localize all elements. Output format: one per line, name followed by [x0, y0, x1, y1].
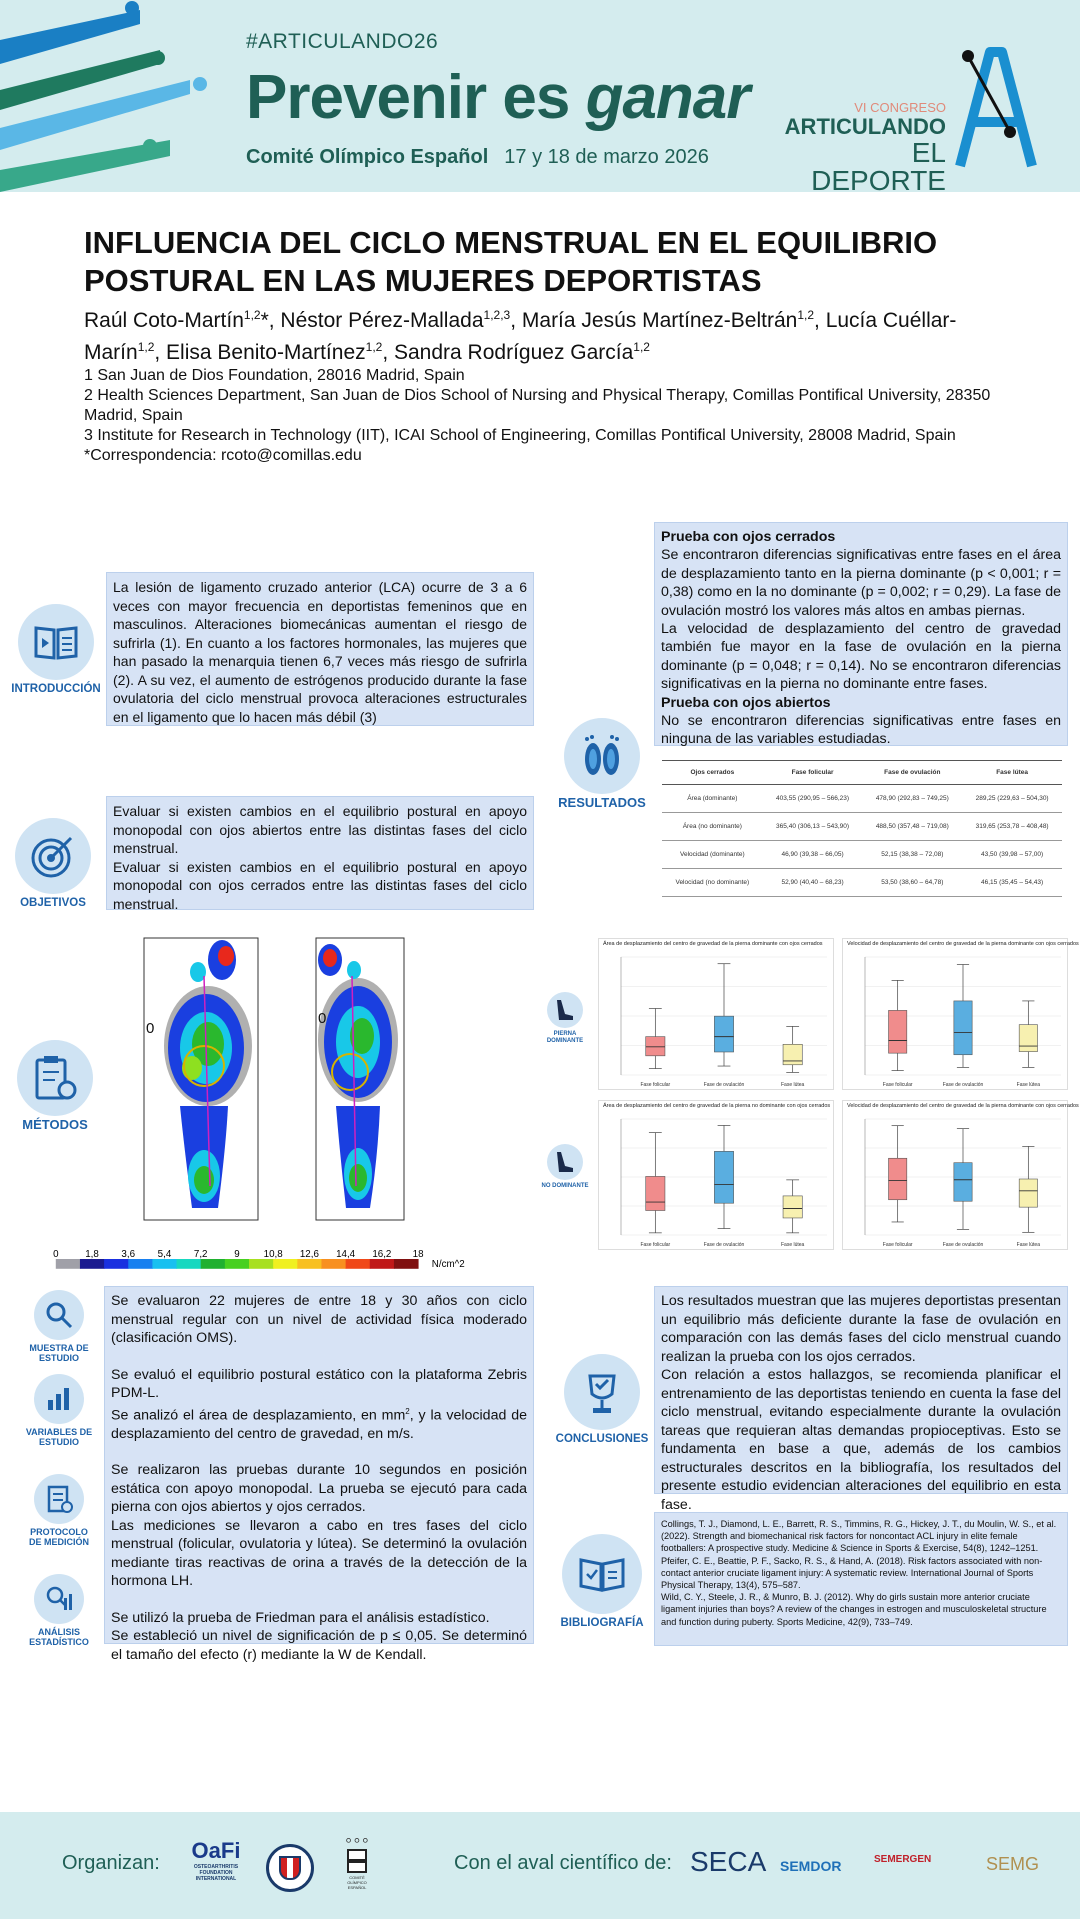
boxplot-box: [954, 1163, 972, 1202]
trophy-icon: [564, 1354, 640, 1430]
x-tick-label: Fase folicular: [640, 1242, 671, 1248]
author-name: María Jesús Martínez-Beltrán: [521, 309, 798, 332]
author-name: Lucía Cuéllar-Marín: [84, 309, 957, 364]
poster-title: INFLUENCIA DEL CICLO MENSTRUAL EN EL EQUILIBRIO POSTURAL EN LAS MUJERES DEPORTISTAS: [84, 225, 938, 298]
bibliografia-box: Collings, T. J., Diamond, L. E., Barrett, R. S., Timmins, R. G., Hickey, J. T., du Moulin, W. S., et al. (2022). Strength and biomechanical risk factors for noncontact ACL injury in elite female footballers: A prospective study. Medicine & Science in Sports & Exercise, 54(8), 1242–1251. Pfeifer, C. E., Beattie, P. F., Sacko, R. S., & Hand, A. (2018). Risk factors associated with non-contact anterior cruciate ligament injury: A systematic review. International Journal of Sports Physical Therapy, 13(4), 575–587. Wild, C. Y., Steele, J. R., & Munro, B. J. (2012). Why do girls sustain more anterior cruciate ligament injuries than boys? A review of the changes in estrogen and musculoskeletal structure and function during puberty. Sports Medicine, 42(9), 733–749.: [654, 1512, 1068, 1646]
metodos-label: MÉTODOS: [22, 1117, 88, 1132]
coe-logo: ⚪⚪⚪ COMITÉ OLÍMPICO ESPAÑOL: [344, 1836, 370, 1890]
pressure-color-legend: [46, 1244, 516, 1274]
author-name: Raúl Coto-Martín: [84, 309, 244, 332]
affiliations: [84, 366, 1014, 466]
affiliation-line: *Correspondencia: rcoto@comillas.edu: [84, 447, 362, 464]
x-tick-label: Fase lútea: [1016, 1082, 1041, 1088]
athletes-banner-graphic: [0, 0, 230, 192]
color-scale-segment: [201, 1259, 226, 1269]
table-cell: 478,90 (292,83 – 749,25): [862, 785, 962, 813]
author-separator: ,: [814, 309, 826, 332]
leg-icon: [547, 992, 583, 1028]
scale-unit-label: N/cm^2: [431, 1258, 465, 1270]
footprints-icon: [564, 718, 640, 794]
scale-tick-label: 12,6: [299, 1249, 319, 1261]
poster-footer: [0, 1812, 1080, 1919]
color-scale-segment: [321, 1259, 346, 1269]
color-scale-segment: [394, 1259, 419, 1269]
aval-label: Con el aval científico de:: [454, 1852, 672, 1874]
table-cell: 319,65 (253,78 – 408,48): [962, 813, 1062, 841]
atletico-foundation-logo: [266, 1844, 314, 1892]
author-affiliation-sup: 1,2,3: [483, 308, 511, 322]
author-name: Néstor Pérez-Mallada: [280, 309, 484, 332]
color-scale-segment: [128, 1259, 153, 1269]
color-scale-segment: [225, 1259, 250, 1269]
author-name: Elisa Benito-Martínez: [166, 341, 366, 364]
color-scale-segment: [80, 1259, 105, 1269]
author-affiliation-sup: 1,2: [365, 340, 383, 354]
affiliation-line: 3 Institute for Research in Technology (IIT), ICAI School of Engineering, Comillas Pontifical University, 28008 Madrid, Spain: [84, 427, 956, 444]
clipboard-gear-icon: [17, 1040, 93, 1116]
metodos-p3: Se analizó el área de desplazamiento, en $mm^2$, y la velocidad de desplazamiento del centro de gravedad, en m/s.: [111, 1406, 527, 1442]
x-tick-label: Fase lútea: [780, 1082, 805, 1088]
metodos-icon-group: [10, 1040, 100, 1131]
scale-tick-label: 9: [234, 1249, 240, 1261]
boxplot-box: [646, 1037, 665, 1056]
open-book-icon: [562, 1534, 642, 1614]
boxplot-area-dominante: Área de desplazamiento del centro de gravedad de la pierna dominante con ojos cerrados Fase folicular Fase de ovulación Fase lútea: [598, 938, 834, 1090]
variables-label: VARIABLES DE ESTUDIO: [25, 1427, 93, 1447]
boxplot-box: [889, 1158, 907, 1199]
scale-tick-label: 5,4: [157, 1249, 172, 1261]
target-icon: [15, 818, 91, 894]
authors-line: [84, 302, 1014, 366]
boxplot-box: [714, 1016, 733, 1052]
table-row: [662, 841, 1062, 869]
table-cell: Área (no dominante): [662, 813, 763, 841]
semg-logo: SEMG: [986, 1854, 1040, 1874]
x-tick-label: Fase de ovulación: [942, 1242, 984, 1248]
table-cell: 488,50 (357,48 – 719,08): [862, 813, 962, 841]
boxplot-box: [954, 1001, 972, 1055]
table-cell: Velocidad (no dominante): [662, 869, 763, 897]
author-separator: ,: [154, 341, 167, 364]
table-cell: 46,90 (39,38 – 66,05): [763, 841, 863, 869]
x-tick-label: Fase folicular: [882, 1242, 913, 1248]
author-name: Sandra Rodríguez García: [394, 341, 634, 364]
analysis-magnifier-icon: [34, 1574, 84, 1624]
magnifier-chart-icon: [34, 1290, 84, 1340]
color-scale-bar: [46, 1244, 516, 1274]
resultados-label: RESULTADOS: [558, 795, 646, 810]
bibliografia-icon-group: [554, 1534, 650, 1629]
table-cell: 53,50 (38,60 – 64,78): [862, 869, 962, 897]
boxplot-box: [783, 1044, 802, 1064]
author-separator: ,: [382, 341, 394, 364]
metodos-box: Se evaluaron 22 mujeres de entre 18 y 30 años con ciclo menstrual regular con un nivel de actividad física moderado (clasificación OMS). Se evaluó el equilibrio postural estático con la plataforma Zebris PDM-L. Se analizó el área de desplazamiento, en $mm^2$, y la velocidad de desplazamiento del centro de gravedad, en m/s. Se realizaron las pruebas durante 10 segundos en posición estática con apoyo monopodal. La prueba se ejecutó para cada pierna con ojos abiertos y ojos cerrados. Las mediciones se llevaron a cabo en tres fases del ciclo menstrual (folicular, ovulatoria y lútea). Se determinó la ovulación mediante tiras reactivas de orina a través de la detección de la hormona LH. Se utilizó la prueba de Friedman para el análisis estadístico. Se estableció un nivel de significación de p ≤ 0,05. Se determinó el tamaño del efecto (r) mediante la W de Kendall.: [104, 1286, 534, 1644]
pierna-dominante-label: PIERNA DOMINANTE: [546, 1031, 584, 1044]
x-tick-label: Fase lútea: [1016, 1242, 1041, 1248]
foot-pressure-maps: [140, 936, 410, 1222]
boxplot-svg: [843, 1101, 1069, 1251]
bibliografia-label: BIBLIOGRAFÍA: [560, 1617, 644, 1629]
oafi-logo: OaFi OSTEOARTHRITIS FOUNDATION INTERNATIONAL: [191, 1838, 241, 1882]
no-dominante-label: NO DOMINANTE: [541, 1183, 589, 1189]
scale-tick-label: 7,2: [193, 1249, 208, 1261]
table-row: [662, 813, 1062, 841]
color-scale-segment: [56, 1259, 81, 1269]
author-affiliation-sup: 1,2: [137, 340, 155, 354]
no-dominante-icon-group: [540, 1144, 590, 1190]
color-scale-segment: [104, 1259, 129, 1269]
book-icon: [18, 604, 94, 680]
author-separator: ,: [510, 309, 522, 332]
affiliation-line: 1 San Juan de Dios Foundation, 28016 Madrid, Spain: [84, 367, 465, 384]
table-row: [662, 785, 1062, 813]
table-cell: 403,55 (290,95 – 566,23): [763, 785, 863, 813]
seca-logo: SECA: [690, 1846, 767, 1877]
x-tick-label: Fase de ovulación: [703, 1082, 745, 1088]
boxplot-box: [1019, 1179, 1037, 1207]
author-affiliation-sup: 1,2: [243, 308, 261, 322]
x-tick-label: Fase folicular: [640, 1082, 671, 1088]
boxplot-box: [646, 1176, 665, 1210]
conclusiones-label: CONCLUSIONES: [555, 1433, 649, 1445]
introduccion-box: La lesión de ligamento cruzado anterior (LCA) ocurre de 3 a 6 veces con mayor frecuencia en deportistas femeninos que en masculinos. Alteraciones biomecánicas aumentan el riesgo de sufrirla (1). En cuanto a los factores hormonales, las mujeres que han pasado la menarquia tienen 6,7 veces más riesgo de sufrirla (2). A su vez, el aumento de estrógenos producido durante la fase ovulatoria del ciclo menstrual provoca alteraciones estructurales en el ligamento que lo hacen más débil (3): [106, 572, 534, 726]
scale-tick-label: 0: [53, 1249, 59, 1261]
x-tick-label: Fase folicular: [882, 1082, 913, 1088]
boxplot-box: [1019, 1025, 1037, 1052]
conclusiones-box: Los resultados muestran que las mujeres deportistas presentan un equilibrio más deficiente durante la fase de ovulación en comparación con las demás fases del ciclo menstrual cuando realizan la prueba con los ojos cerrados. Con relación a estos hallazgos, se recomienda planificar el entrenamiento de las deportistas teniendo en cuenta la fase del ciclo menstrual, evitando especialmente durante la ovulación tareas que requieran altas demandas propioceptivas. Esto se fundamenta en base a que, además de los cambios estructurales descritos en la bibliografía, los resultados del presente estudio evidencian alteraciones del equilibrio en esta fase.: [654, 1286, 1068, 1494]
scale-tick-label: 18: [412, 1249, 424, 1261]
analisis-icon-group: [24, 1574, 94, 1647]
org-line: Comité Olímpico Español 17 y 18 de marzo 2026: [246, 146, 709, 168]
boxplot-box: [714, 1151, 733, 1203]
objetivos-icon-group: [8, 818, 98, 909]
color-scale-segment: [273, 1259, 298, 1269]
boxplot-svg: [599, 939, 835, 1091]
foot-zero-right: 0: [318, 1010, 327, 1027]
muestra-icon-group: [24, 1290, 94, 1363]
analisis-label: ANÁLISIS ESTADÍSTICO: [29, 1627, 89, 1647]
hashtag: #ARTICULANDO26: [246, 30, 439, 53]
author-affiliation-sup: 1,2: [797, 308, 815, 322]
organizan-label: Organizan:: [62, 1852, 160, 1874]
color-scale-segment: [249, 1259, 274, 1269]
conclusiones-icon-group: [554, 1354, 650, 1445]
scale-tick-label: 3,6: [121, 1249, 136, 1261]
slogan: Prevenir es ganar: [246, 63, 750, 132]
resultados-box: Prueba con ojos cerrados Se encontraron diferencias significativas entre fases en el área de desplazamiento tanto en la pierna dominante (p < 0,001; r = 0,38) como en la no dominante (p = 0,002; r = 0,29). La fase de ovulación mostró los valores más altos en ambas piernas. La velocidad de desplazamiento del centro de gravedad también fue mayor en la fase de ovulación en la pierna dominante (p = 0,048; r = 0,14). No se encontraron diferencias significativas en la pierna no dominante entre fases. Prueba con ojos abiertos No se encontraron diferencias significativas entre fases en ninguna de las variables estudiadas.: [654, 522, 1068, 746]
table-cell: Área (dominante): [662, 785, 763, 813]
table-cell: 365,40 (306,13 – 543,90): [763, 813, 863, 841]
resultados-icon-group: [554, 718, 650, 809]
poster-header: [0, 0, 1080, 192]
scale-tick-label: 10,8: [263, 1249, 283, 1261]
title-block: [84, 224, 1014, 466]
x-tick-label: Fase de ovulación: [942, 1082, 984, 1088]
table-cell: 46,15 (35,45 – 54,43): [962, 869, 1062, 897]
boxplot-area-no-dominante: Área de desplazamiento del centro de gravedad de la pierna no dominante con ojos cerrados Fase folicular Fase de ovulación Fase lútea: [598, 1100, 834, 1250]
table-header-cell: Fase de ovulación: [862, 761, 962, 785]
boxplot-svg: [599, 1101, 835, 1251]
protocolo-label: PROTOCOLO DE MEDICIÓN: [28, 1527, 89, 1547]
boxplot-svg: [843, 939, 1069, 1091]
muestra-label: MUESTRA DE ESTUDIO: [29, 1343, 89, 1363]
table-cell: 52,90 (40,40 – 68,23): [763, 869, 863, 897]
color-scale-segment: [346, 1259, 371, 1269]
introduccion-icon-group: [8, 604, 104, 695]
color-scale-segment: [297, 1259, 322, 1269]
table-header-cell: Fase lútea: [962, 761, 1062, 785]
semergen-logo: SEMERGEN: [874, 1854, 932, 1865]
author-separator: *,: [260, 309, 281, 332]
protocolo-icon-group: [24, 1474, 94, 1547]
results-table: [662, 760, 1062, 897]
x-tick-label: Fase lútea: [780, 1242, 805, 1248]
congreso-logo-text: VI CONGRESO ARTICULANDO EL DEPORTE: [784, 100, 946, 192]
protocol-document-icon: [34, 1474, 84, 1524]
semdor-logo: SEMDOR: [780, 1858, 842, 1874]
scale-tick-label: 1,8: [85, 1249, 99, 1261]
table-header-cell: Ojos cerrados: [662, 761, 763, 785]
pierna-dominante-icon-group: [540, 992, 590, 1045]
foot-zero-left: 0: [146, 1020, 155, 1037]
boxplot-box: [783, 1196, 802, 1218]
boxplot-velocidad-no-dominante: Velocidad de desplazamiento del centro de gravedad de la pierna dominante con ojos cerrados Fase folicular Fase de ovulación Fase lútea: [842, 1100, 1068, 1250]
leg-icon: [547, 1144, 583, 1180]
author-affiliation-sup: 1,2: [633, 340, 650, 354]
table-cell: 43,50 (39,98 – 57,00): [962, 841, 1062, 869]
table-header-cell: Fase folicular: [763, 761, 863, 785]
color-scale-segment: [370, 1259, 395, 1269]
color-scale-segment: [177, 1259, 202, 1269]
table-row: [662, 869, 1062, 897]
scale-tick-label: 16,2: [372, 1249, 392, 1261]
variables-icon-group: [24, 1374, 94, 1447]
table-cell: 52,15 (38,38 – 72,08): [862, 841, 962, 869]
table-cell: Velocidad (dominante): [662, 841, 763, 869]
color-scale-segment: [152, 1259, 177, 1269]
affiliation-line: 2 Health Sciences Department, San Juan de Dios School of Nursing and Physical Therapy, Comillas Pontifical University, 28350 Madrid, Spain: [84, 387, 991, 424]
boxplot-velocidad-dominante: Velocidad de desplazamiento del centro de gravedad de la pierna dominante con ojos cerrados Fase folicular Fase de ovulación Fase lútea: [842, 938, 1068, 1090]
introduccion-label: INTRODUCCIÓN: [11, 683, 101, 695]
table-cell: 289,25 (229,63 – 504,30): [962, 785, 1062, 813]
objetivos-box: Evaluar si existen cambios en el equilibrio postural en apoyo monopodal con ojos abiertos entre las distintas fases del ciclo menstrual. Evaluar si existen cambios en el equilibrio postural en apoyo monopodal con ojos cerrados entre las distintas fases del ciclo menstrual.: [106, 796, 534, 910]
articulando-a-logo: [950, 42, 1042, 170]
objetivos-label: OBJETIVOS: [20, 897, 86, 909]
scale-tick-label: 14,4: [336, 1249, 356, 1261]
x-tick-label: Fase de ovulación: [703, 1242, 745, 1248]
bar-chart-icon: [34, 1374, 84, 1424]
boxplot-box: [889, 1010, 907, 1053]
